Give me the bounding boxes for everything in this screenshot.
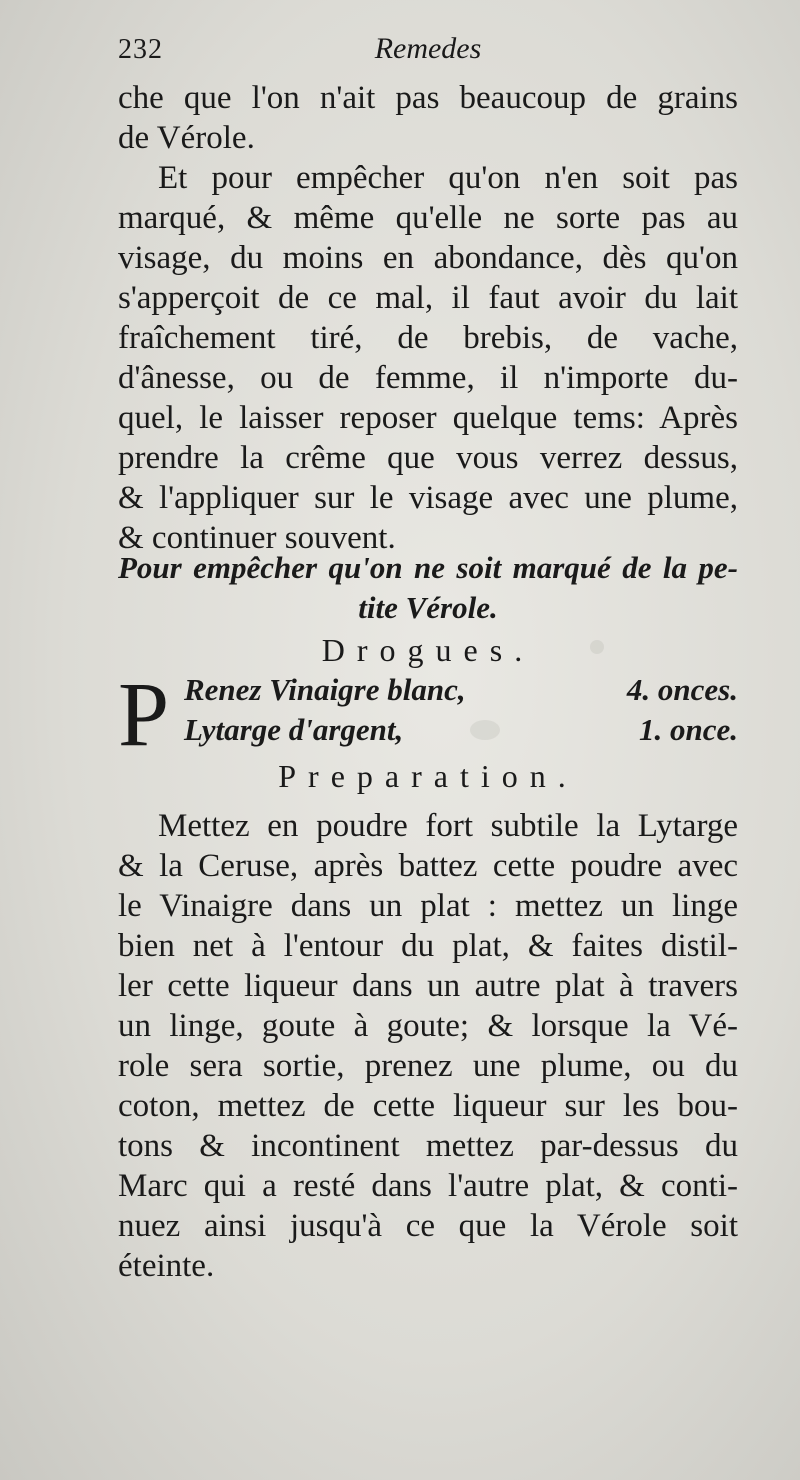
text-line: che que l'on n'ait pas beaucoup de grains — [118, 80, 738, 116]
drogues-heading: Drogues. — [321, 632, 535, 668]
text-line: Mettez en poudre fort subtile la Lytarge — [158, 808, 738, 844]
text-line: coton, mettez de cette liqueur sur les bou- — [118, 1088, 738, 1124]
text-line: le Vinaigre dans un plat : mettez un linge — [118, 888, 738, 924]
paragraph-1 — [118, 78, 738, 158]
ingredient-quantity: 1. once. — [638, 712, 738, 747]
text-line: éteinte. — [118, 1248, 215, 1284]
preparation-heading: Preparation. — [278, 758, 578, 794]
running-head: Remedes — [374, 32, 482, 65]
text-line: marqué, & même qu'elle ne sorte pas au — [118, 200, 738, 236]
text-line: s'apperçoit de ce mal, il faut avoir du lait — [118, 280, 738, 316]
text-line: & l'appliquer sur le visage avec une plume, — [118, 480, 738, 516]
text-line: & continuer souvent. — [118, 520, 396, 556]
drop-capital: P — [118, 663, 170, 765]
ingredient-name: Renez Vinaigre blanc, — [184, 672, 466, 707]
paragraph-3 — [118, 806, 738, 1286]
text-line: visage, du moins en abondance, dès qu'on — [118, 240, 738, 276]
title-line: Pour empêcher qu'on ne soit marqué de la pe- — [118, 550, 738, 585]
text-line: de Vérole. — [118, 120, 255, 156]
ingredient-name: Lytarge d'argent, — [184, 712, 404, 747]
text-line: un linge, goute à goute; & lorsque la Vé- — [118, 1008, 738, 1044]
page-number: 232 — [118, 34, 163, 65]
text-line: role sera sortie, prenez une plume, ou du — [118, 1048, 738, 1084]
text-line: fraîchement tiré, de brebis, de vache, — [118, 320, 738, 356]
text-line: tons & incontinent mettez par-dessus du — [118, 1128, 738, 1164]
text-line: nuez ainsi jusqu'à ce que la Vérole soit — [118, 1208, 738, 1244]
text-line: ler cette liqueur dans un autre plat à travers — [118, 968, 738, 1004]
ingredient-list — [118, 663, 738, 765]
text-line: prendre la crême que vous verrez dessus, — [118, 440, 738, 476]
text-line: bien net à l'entour du plat, & faites distil- — [118, 928, 738, 964]
drogues-heading-block — [118, 630, 738, 670]
recipe-title — [118, 548, 738, 628]
text-line: quel, le laisser reposer quelque tems: Après — [118, 400, 738, 436]
ingredient-quantity: 4. onces. — [626, 672, 738, 707]
paragraph-2 — [118, 158, 738, 558]
text-line: Marc qui a resté dans l'autre plat, & conti- — [118, 1168, 738, 1204]
page-header — [118, 30, 738, 70]
text-line: & la Ceruse, après battez cette poudre avec — [118, 848, 738, 884]
preparation-heading-block — [118, 756, 738, 796]
title-line: tite Vérole. — [358, 590, 498, 625]
text-line: d'ânesse, ou de femme, il n'importe du- — [118, 360, 738, 396]
text-line: Et pour empêcher qu'on n'en soit pas — [158, 160, 738, 196]
